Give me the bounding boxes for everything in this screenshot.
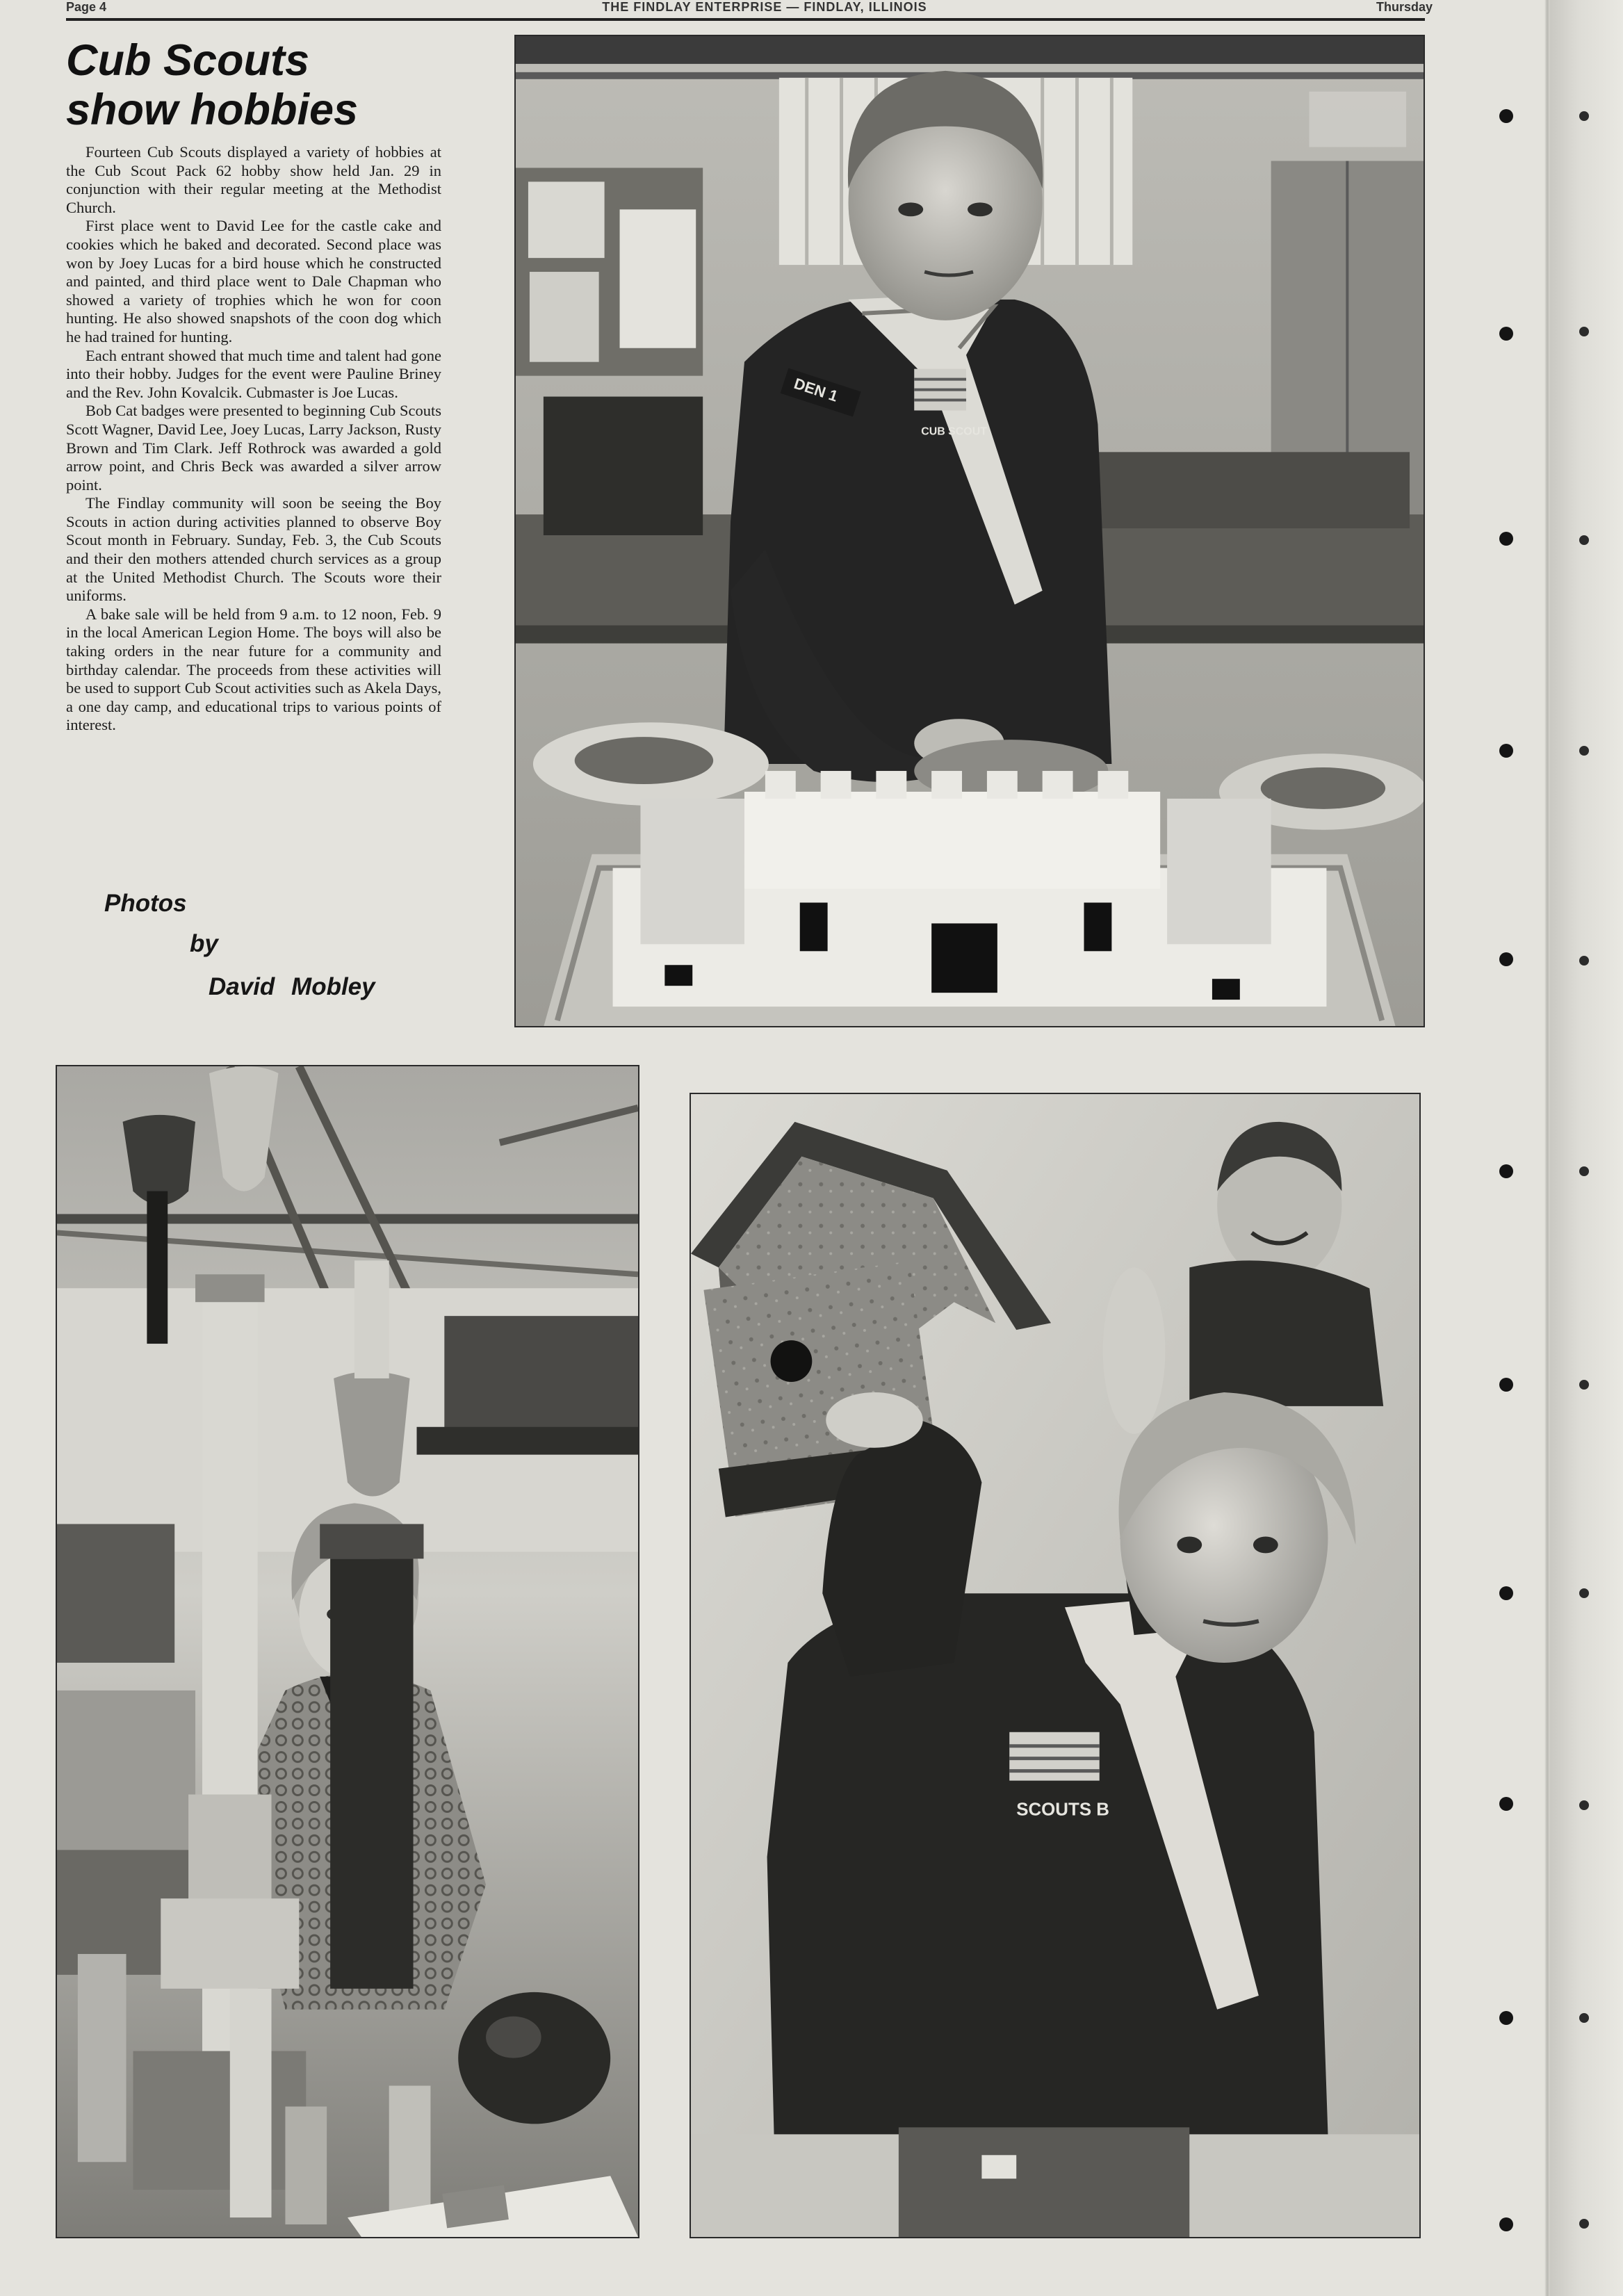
photo-credit-line-1: Photos [104, 890, 187, 917]
binder-tape-mark [1579, 956, 1589, 966]
binder-hole [1499, 2217, 1513, 2231]
article-paragraph: The Findlay community will soon be seeing the Boy Scouts in action during activities planned to observe Boy Scout month in February. Sunday, Feb. 3, the Cub Scouts and their den mothers attended church services as a group at the United Methodist Church. The Scouts wore their uniforms. [66, 494, 441, 605]
binder-tape-mark [1579, 746, 1589, 756]
binder-tape-mark [1579, 1380, 1589, 1390]
photo-bird-house-image [691, 1094, 1419, 2237]
cub-scout-patch-text: CUB SCOUT [921, 425, 987, 438]
headline-line-1: Cub Scouts [66, 36, 310, 85]
article-paragraph: Fourteen Cub Scouts displayed a variety of hobbies at the Cub Scout Pack 62 hobby show held Jan. 29 in conjunction with their regular meeting at the Methodist Church. [66, 143, 441, 216]
binder-hole [1499, 1797, 1513, 1811]
binder-tape-mark [1579, 327, 1589, 336]
binder-hole [1499, 1164, 1513, 1178]
photo-credit-photographer: David Mobley [209, 973, 375, 1000]
binder-hole [1499, 109, 1513, 123]
photo-trophies-image [57, 1066, 638, 2237]
article-paragraph: A bake sale will be held from 9 a.m. to 12 noon, Feb. 9 in the local American Legion Home. The boys will also be taking orders in the near future for a community and birthday calendar. The proceeds from these activities will be used to support Cub Scout activities such as Akela Days, a one day camp, and educational trips to various points of interest. [66, 605, 441, 734]
folio-date: Thursday [1376, 0, 1433, 14]
binder-hole [1499, 532, 1513, 546]
binder-hole [1499, 327, 1513, 341]
photo-bird-house [690, 1093, 1421, 2238]
binder-margin [1550, 0, 1623, 2296]
binder-hole [1499, 1378, 1513, 1392]
binder-hole [1499, 744, 1513, 758]
folio-rule [66, 18, 1425, 21]
folio-page-number: Page 4 [66, 0, 107, 14]
binder-tape-mark [1579, 2219, 1589, 2229]
folio-masthead: THE FINDLAY ENTERPRISE — FINDLAY, ILLINOIS [602, 0, 927, 14]
binder-tape-mark [1579, 111, 1589, 121]
article-paragraph: First place went to David Lee for the castle cake and cookies which he baked and decorated. Second place was won by Joey Lucas for a bird house which he constructed and painted, and third place went to Dale Chapman who showed a variety of trophies which he won for coon hunting. He also showed snapshots of the coon dog which he had trained for hunting. [66, 217, 441, 345]
article-paragraph: Each entrant showed that much time and talent had gone into their hobby. Judges for the event were Pauline Briney and the Rev. John Kovalcik. Cubmaster is Joe Lucas. [66, 346, 441, 401]
photo-trophies [56, 1065, 639, 2238]
page-fold [1544, 0, 1550, 2296]
photo-credit-line-2: by [190, 930, 218, 957]
scout-patch-text: SCOUTS B [1016, 1800, 1109, 1820]
binder-tape-mark [1579, 2013, 1589, 2023]
article-body [66, 143, 441, 735]
binder-tape-mark [1579, 1588, 1589, 1598]
den-patch-text: DEN 1 [792, 374, 840, 405]
photo-castle-cake-image [516, 36, 1424, 1026]
article-headline [66, 36, 455, 135]
article-paragraph: Bob Cat badges were presented to beginning Cub Scouts Scott Wagner, David Lee, Joey Lucas, Larry Jackson, Rusty Brown and Tim Clark. Jeff Rothrock was awarded a gold arrow point, and Chris Beck was awarded a silver arrow point. [66, 402, 441, 494]
photo-castle-cake [514, 35, 1425, 1027]
binder-hole [1499, 952, 1513, 966]
binder-tape-mark [1579, 1800, 1589, 1810]
binder-hole [1499, 2011, 1513, 2025]
binder-hole [1499, 1586, 1513, 1600]
headline-line-2: show hobbies [66, 86, 359, 134]
binder-tape-mark [1579, 535, 1589, 545]
binder-tape-mark [1579, 1166, 1589, 1176]
